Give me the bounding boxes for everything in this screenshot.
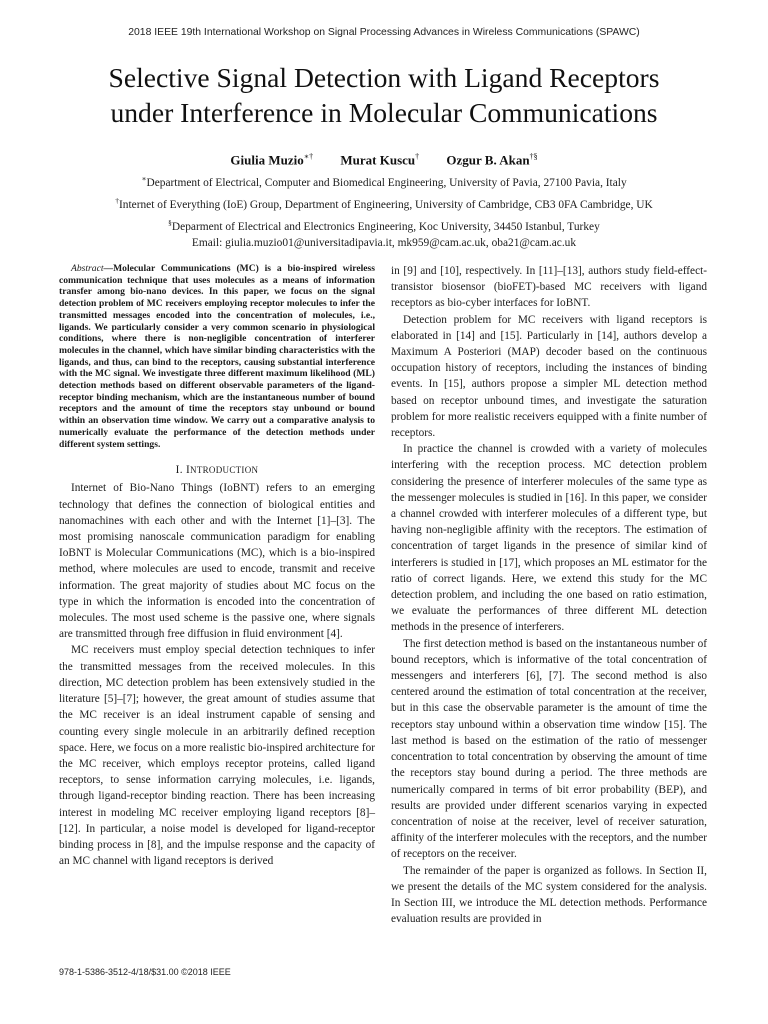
paper-title bbox=[40, 60, 728, 130]
author-name: Giulia Muzio bbox=[230, 152, 304, 168]
affil-mark: ∗ bbox=[141, 174, 147, 183]
abstract-label: Abstract bbox=[71, 263, 104, 274]
affiliation-3 bbox=[0, 214, 768, 236]
author-affil-mark: ∗† bbox=[303, 152, 314, 161]
affiliations bbox=[0, 170, 768, 252]
title-line-2: under Interference in Molecular Communications bbox=[110, 97, 658, 128]
section-numeral: I. bbox=[175, 464, 183, 477]
section-heading-introduction bbox=[59, 462, 375, 478]
paragraph: MC receivers must employ special detection techniques to infer the transmitted messages from the received molecules. In this direction, MC detection problem has been extensively studied in the literature [5]–[7]; however, the great amount of studies assume that the MC receiver is an ideal instrument capable of sensing and counting every single molecule in an arbitrarily defined reception space. Here, we focus on a more realistic bio-inspired architecture for the MC receiver, which employs receptor proteins, called ligand receptors, to sense information carrying molecules, i.e. ligands, through ligand-receptor binding reaction. There has been increasing interest in modeling MC receiver employing ligand receptors [8]– [12]. In particular, a noise model is developed for ligand-receptor binding process in [8], and the impulse response and the capacity of an MC channel with ligand receptors is derived bbox=[59, 644, 375, 868]
affil-text: Internet of Everything (IoE) Group, Department of Engineering, University of Cambridge, CB3 0FA Cambridge, UK bbox=[118, 198, 653, 211]
email-line: Email: giulia.muzio01@universitadipavia.it, mk959@cam.ac.uk, oba21@cam.ac.uk bbox=[191, 237, 577, 250]
paragraph: Detection problem for MC receivers with ligand receptors is elaborated in [14] and [15]. Particularly in [14], authors develop a Maximum A Posteriori (MAP) decoder based on the continuous occupation history of receptors, including the instances of binding events. In [15], authors propose a simpler ML detection method based on receptor unbound times, and investigate the saturation problem for more realistic receivers equipped with a finite number of receptors. bbox=[391, 313, 707, 440]
author-affil-mark: †§ bbox=[529, 152, 538, 161]
paragraph: In practice the channel is crowded with a variety of molecules interfering with the reception process. MC detection problem considering the presence of interferer molecules of the same type as the messenger molecules is studied in [16]. In this paper, we consider a channel crowded with interferer molecules of a different type, but having non-negligible affinity with the receptors. The estimation of concentration of target ligands in the presence of similar kind of interferers is studied in [17], which proposes an ML estimator for the ratio of correct ligands. Here, we extend this study for the MC detection problem, and including the one based on ratio estimation, we evaluate the performances of three different ML detection methods in the presence of interferers. bbox=[391, 443, 707, 634]
affiliation-1 bbox=[0, 170, 768, 192]
author-list bbox=[0, 152, 768, 168]
affil-text: Department of Electrical, Computer and Biomedical Engineering, University of Pavia, 27100 Pavia, Italy bbox=[146, 176, 627, 189]
copyright-footer: 978-1-5386-3512-4/18/$31.00 ©2018 IEEE bbox=[59, 967, 231, 977]
affil-mark: § bbox=[168, 217, 172, 227]
abstract bbox=[59, 263, 375, 450]
paragraph: in [9] and [10], respectively. In [11]–[13], authors study field-effect-transistor biosensor (bioFET)-based MC receivers with ligand receptors as bio-cyber interfaces for IoBNT. bbox=[391, 265, 707, 310]
right-column bbox=[391, 263, 707, 927]
author-name: Ozgur B. Akan bbox=[446, 152, 530, 168]
author-1 bbox=[230, 152, 313, 168]
author-name: Murat Kuscu bbox=[340, 152, 416, 168]
section-title-rest: NTRODUCTION bbox=[190, 465, 259, 476]
affiliation-2 bbox=[0, 192, 768, 214]
affil-text: Deparment of Electrical and Electronics Engineering, Koc University, 34450 Istanbul, Turkey bbox=[171, 220, 600, 233]
abstract-text: —Molecular Communications (MC) is a bio-inspired wireless communication technique that uses molecules as a means of information transfer among bio-nano devices. In this paper, we focus on the signal detection problem of MC receivers employing receptor molecules to infer the transmitted messages encoded into the concentration of molecules, i.e., ligands. We particularly consider a very common scenario in physiological conditions, where there is non-negligible concentration of interferer molecules in the channel, which have similar binding characteristics with the ligands, and thus, can bind to the receptors, causing substantial interference with the MC signal. We investigate three different maximum likelihood (ML) detection methods based on different observable parameters of the ligand-receptor binding mechanism, which are the instantaneous number of bound receptors and the amount of time the receptors stay unbound or bound within an observation time window. We carry out a comparative analysis to numerically evaluate the performance of the detection methods under different system settings. bbox=[59, 263, 375, 450]
author-2 bbox=[340, 152, 419, 168]
left-column bbox=[59, 263, 375, 869]
section-title-initial: I bbox=[185, 464, 191, 477]
title-line-1: Selective Signal Detection with Ligand Receptors bbox=[108, 62, 660, 93]
author-affil-mark: † bbox=[415, 152, 420, 161]
paragraph: The remainder of the paper is organized as follows. In Section II, we present the details of the MC system considered for the analysis. In Section III, we introduce the ML detection methods. Performance evaluation results are provided in bbox=[391, 864, 707, 926]
author-3 bbox=[446, 152, 537, 168]
paragraph: Internet of Bio-Nano Things (IoBNT) refers to an emerging technology that defines the connection of biological entities and nanomachines with each other and with the Internet [1]–[3]. The most promising nanoscale communication paradigm for enabling IoBNT is Molecular Communications (MC), which is a bio-inspired method, where molecules are used to encode, transmit and receive information. The great majority of studies about MC focus on the type in which the information is encoded into the concentration of molecules. The most used scheme is the passive one, where signals are transmitted through free diffusion in fluid environment [4]. bbox=[59, 482, 375, 641]
conference-header: 2018 IEEE 19th International Workshop on Signal Processing Advances in Wireless Communications (SPAWC) bbox=[128, 27, 640, 38]
paragraph: The first detection method is based on the instantaneous number of bound receptors, which is informative of the total concentration of messengers and interferers [6], [7]. The second method is also centered around the estimation of total concentration at the receiver, but in this case the observable parameter is the amount of time the receptors stay unbound within a observation time window [15]. The last method is based on the estimation of the ratio of messenger concentration to total concentration by observing the amount of time the receptors stay bound during a period. The three methods are numerically compared in terms of bit error probability (BEP), and results are provided under different scenarios varying in expected concentration of noise at the receiver, level of receiver saturation, affinity of the interferer molecules with the receptors, and the number of receptors on the receiver. bbox=[391, 637, 707, 861]
affil-mark: † bbox=[115, 195, 119, 205]
